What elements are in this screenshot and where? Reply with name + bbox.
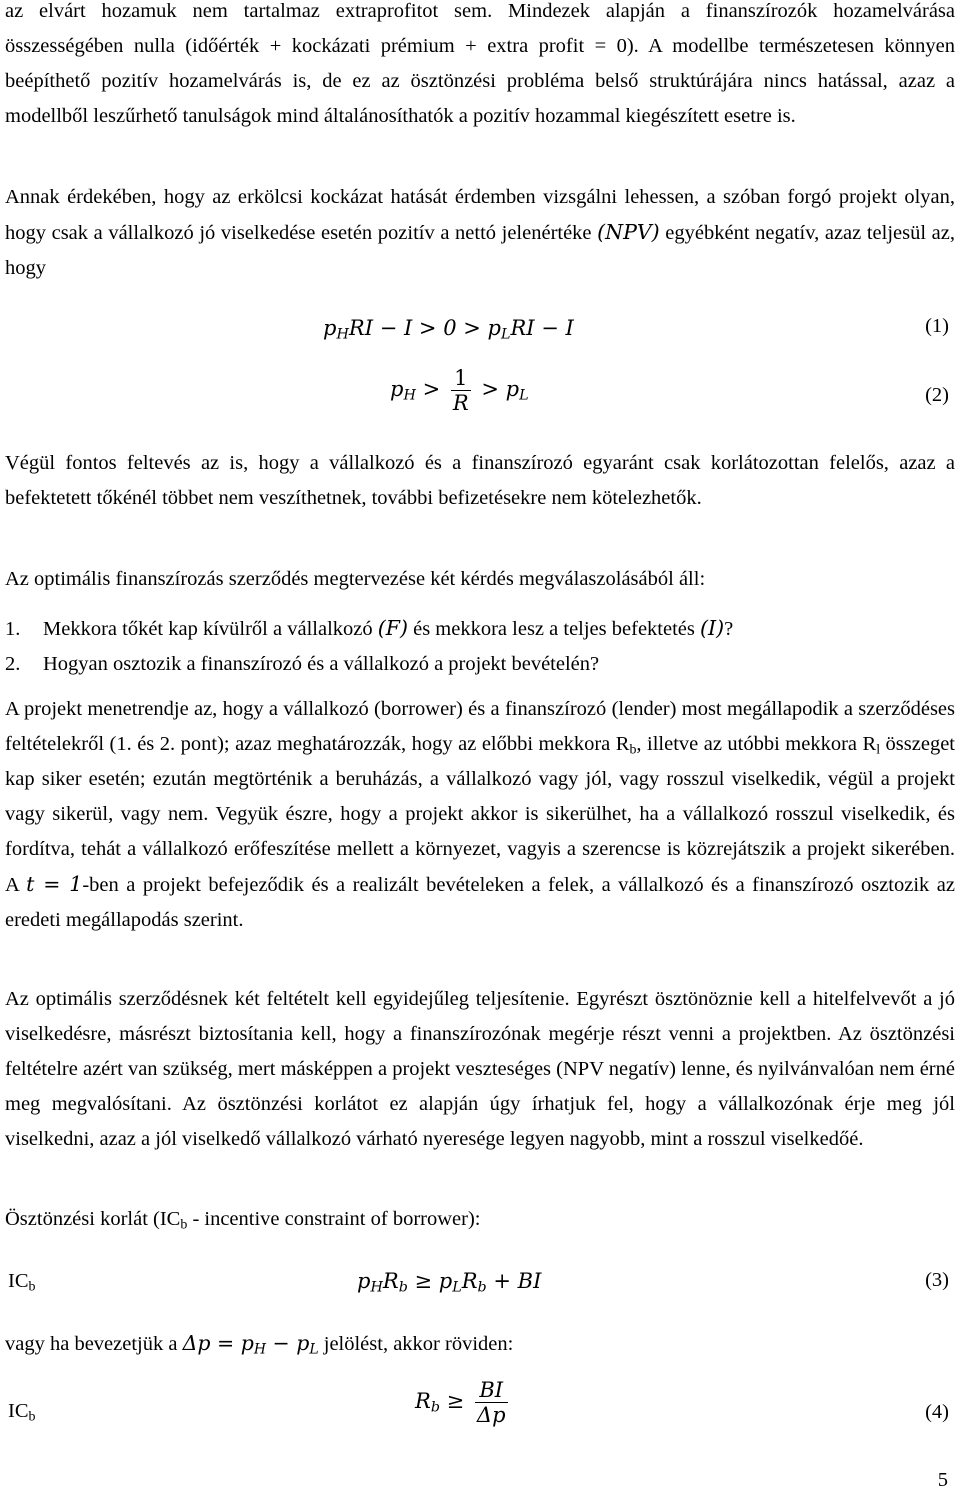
paragraph-npv-text-a: Annak érdekében, hogy az erkölcsi kockázat hatását érdemben vizsgálni lehessen, a szóban forgó projekt olyan, hogy csak a vállalkozó jó viselkedése esetén pozitív a nettó jelenértéke xyxy=(5,186,955,244)
list-item xyxy=(5,611,955,647)
equation-2 xyxy=(5,362,955,430)
list-item-number: 1. xyxy=(5,618,21,640)
paragraph-delta-text: vagy ha bevezetjük a xyxy=(5,1333,183,1355)
math-I: (I) xyxy=(699,616,725,640)
label-text: IC xyxy=(8,1270,29,1292)
equation-2-expression: $p_H$ > $\frac{1}{R}$ > $p_L$ xyxy=(390,366,529,416)
paragraph-delta-text: jelölést, akkor röviden: xyxy=(318,1333,514,1355)
list-item-number: 2. xyxy=(5,653,21,675)
incentive-title-text: Ösztönzési korlát (IC xyxy=(5,1208,181,1230)
paragraph-timeline-text: , illetve az utóbbi mekkora R xyxy=(636,733,877,755)
equation-3-number: (3) xyxy=(925,1269,949,1291)
math-delta-p: $\Delta p = p_H - p_L$ xyxy=(182,1331,319,1358)
paragraph-optimal-intro-text: Az optimális finanszírozás szerződés megtervezése két kérdés megválaszolásából áll: xyxy=(5,568,706,590)
npv-symbol: (NPV) xyxy=(597,220,660,244)
label-text: IC xyxy=(8,1400,29,1422)
paragraph-intro-text: az elvárt hozamuk nem tartalmaz extraprofitot sem. Mindezek alapján a finanszírozók hozamelvárása összességében nulla (időérték + kockázati prémium + extra profit = 0). A modellbe természetesen könnyen beépíthető pozitív hozamelvárás is, de ez az ösztönzési probléma belső struktúrájára nincs hatással, azaz a modellből leszűrhető tanulságok mind általánosíthatók a pozitív hozammal kiegészített esetre is. xyxy=(5,0,955,127)
equation-1-number: (1) xyxy=(925,315,949,337)
equation-3 xyxy=(5,1262,955,1302)
subscript: b xyxy=(180,1217,188,1233)
equation-4-number: (4) xyxy=(925,1401,949,1423)
paragraph-timeline xyxy=(5,692,955,938)
equation-3-expression: $p_HR_b \ge p_LR_b$ + BI xyxy=(357,1269,542,1296)
paragraph-npv-text-b: egyébként negatív, azaz teljesül az, hogy xyxy=(5,222,955,279)
list-item-text: Mekkora tőkét kap kívülről a vállalkozó xyxy=(43,618,378,640)
subscript: b xyxy=(28,1409,36,1425)
subscript: b xyxy=(629,742,637,758)
paragraph-incentive-title xyxy=(5,1202,955,1237)
equation-1 xyxy=(5,310,955,350)
equation-4 xyxy=(5,1376,955,1456)
math-t-equals-1: t = 1 xyxy=(26,872,83,896)
list-item-text: és mekkora lesz a teljes befektetés xyxy=(407,618,700,640)
paragraph-timeline-text: A projekt menetrendje az, hogy a vállalkozó (borrower) és a finanszírozó (lender) most megállapodik a szerződéses feltételekről (1. és 2. pont); azaz meghatározzák, hogy az előbbi mekkora R xyxy=(5,698,955,755)
paragraph-optimal-contract-text: Az optimális szerződésnek két feltételt kell egyidejűleg teljesítenie. Egyrészt ösztönöznie kell a hitelfelvevőt a jó viselkedésre, másrészt biztosítania kell, hogy a finanszírozónak megérje részt venni a projektben. Az ösztönzési feltételre azért van szükség, mert másképpen a projekt veszteséges (NPV negatív) lenne, és nyilvánvalóan nem érné meg megvalósítani. Az ösztönzési korlátot ez alapján úgy írhatjuk fel, hogy a vállalkozónak érje meg jól viselkedni, azaz a jól viselkedő vállalkozó várható nyeresége legyen nagyobb, mint a rosszul viselkedőé. xyxy=(5,988,955,1150)
paragraph-npv xyxy=(5,180,955,286)
equation-4-expression: $R_b$ ≥ $\frac{BI}{\Delta p}$ xyxy=(415,1378,506,1428)
paragraph-timeline-text: -ben a projekt befejeződik és a realizált bevételeken a felek, a vállalkozó és a finanszírozó osztozik az eredeti megállapodás szerint. xyxy=(5,874,955,931)
paragraph-timeline-text: összeget kap siker esetén; ezután megtörténik a beruházás, a vállalkozó vagy jól, vagy rosszul viselkedik, végül a projekt vagy sikerül, vagy nem. Vegyük észre, hogy a projekt akkor is sikerülhet, ha a vállalkozó rosszul viselkedik, és fordítva, tehát a vállalkozó erőfeszítése mellett a környezet, vagyis a szerencse is közrejátszik a projekt sikerében. A xyxy=(5,733,955,896)
paragraph-liability xyxy=(5,446,955,516)
equation-4-label xyxy=(8,1400,35,1423)
list-item xyxy=(5,647,955,682)
paragraph-liability-text: Végül fontos feltevés az is, hogy a vállalkozó és a finanszírozó egyaránt csak korlátozottan felelős, azaz a befektetett tőkénél többet nem veszíthetnek, további befizetésekre nem kötelezhetők. xyxy=(5,452,955,509)
math-F: (F) xyxy=(377,616,408,640)
paragraph-delta-p xyxy=(5,1326,955,1362)
list-item-text: Hogyan osztozik a finanszírozó és a vállalkozó a projekt bevételén? xyxy=(43,653,600,675)
paragraph-optimal-contract xyxy=(5,982,955,1157)
subscript: l xyxy=(876,742,881,758)
question-list xyxy=(5,611,955,682)
incentive-title-text: - incentive constraint of borrower): xyxy=(187,1208,481,1230)
paragraph-optimal-intro xyxy=(5,562,955,597)
list-item-text: ? xyxy=(724,618,734,640)
equation-1-expression: $p_HRI - I > 0 > p_LRI - I$ xyxy=(323,316,574,343)
page-number: 5 xyxy=(937,1469,948,1491)
equation-2-number: (2) xyxy=(925,384,949,406)
equation-3-label xyxy=(8,1270,35,1293)
subscript: b xyxy=(28,1279,36,1295)
paragraph-intro xyxy=(5,0,955,134)
